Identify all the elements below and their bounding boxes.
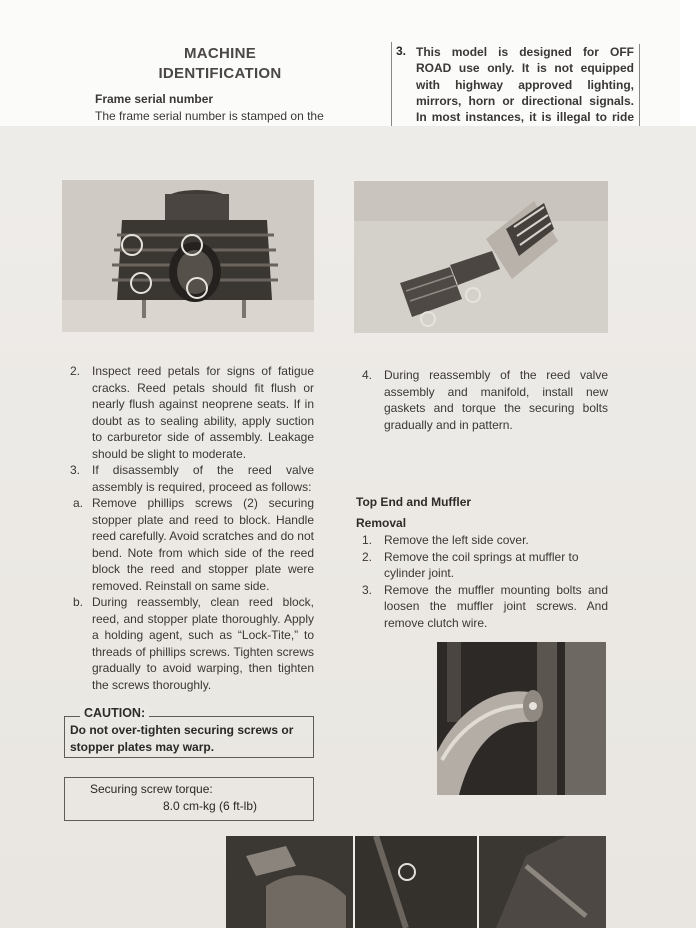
cylinder-photo bbox=[62, 180, 314, 332]
removal-subtitle: Removal bbox=[356, 516, 407, 530]
step-4: 4. During reassembly of the reed valve assembly and manifold, install new gaskets and torque the securing bolts gradually and in pattern. bbox=[362, 368, 608, 432]
step-3: 3. If disassembly of the reed valve assembly is required, proceed as follows: bbox=[70, 463, 314, 494]
torque-label: Securing screw torque: bbox=[90, 782, 213, 796]
reed-valve-photo bbox=[354, 181, 608, 333]
column-divider bbox=[391, 42, 392, 126]
step-2: 2. Inspect reed petals for signs of fatigue cracks. Reed petals should fit flush or nearly flush against neoprene seats. If in doubt as to sealing ability, apply suction to carburetor side of assembly. Leakage should be slight to moderate. bbox=[70, 364, 314, 461]
offroad-note: This model is designed for OFF ROAD use only. It is not equipped with highway approved lighting, mirrors, horn or directional signals. In most instances, it is illegal to ride bbox=[416, 45, 634, 125]
frame-serial-text: The frame serial number is stamped on the bbox=[95, 109, 324, 123]
frame-serial-heading: Frame serial number bbox=[95, 92, 214, 106]
caution-title: CAUTION: bbox=[80, 706, 149, 720]
removal-steps bbox=[362, 532, 608, 631]
offroad-note-number: 3. bbox=[396, 44, 407, 58]
removal-step-1: 1. Remove the left side cover. bbox=[362, 533, 529, 547]
step-3b: b. During reassembly, clean reed block, reed, and stopper plate thoroughly. Apply a holding agent, such as “Lock-Tite,” to threads of phillips screws. Tighten screws gradually to avoid warping, then tighten the screws thoroughly. bbox=[73, 595, 314, 692]
muffler-photo bbox=[437, 642, 606, 795]
machine-identification-title: MACHINE IDENTIFICATION bbox=[158, 45, 282, 82]
removal-step-3: 3. Remove the muffler mounting bolts and loosen the muffler joint screws. And remove clutch wire. bbox=[362, 582, 608, 630]
engine-bottom-photo bbox=[226, 836, 606, 928]
removal-step-2: 2. Remove the coil springs at muffler to cylinder joint. bbox=[362, 549, 579, 580]
step-3a: a. Remove phillips screws (2) securing stopper plate and reed to block. Handle reed carefully. Avoid scratches and do not bend. Note from which side of the reed block the reed and stopper plate were removed. Reinstall on same side. bbox=[73, 496, 314, 593]
left-column bbox=[70, 363, 314, 693]
section-title: Top End and Muffler bbox=[356, 495, 472, 509]
torque-value: 8.0 cm-kg (6 ft-lb) bbox=[163, 799, 258, 813]
caution-text: Do not over-tighten securing screws or stopper plates may warp. bbox=[70, 723, 294, 754]
note-border bbox=[639, 44, 640, 126]
